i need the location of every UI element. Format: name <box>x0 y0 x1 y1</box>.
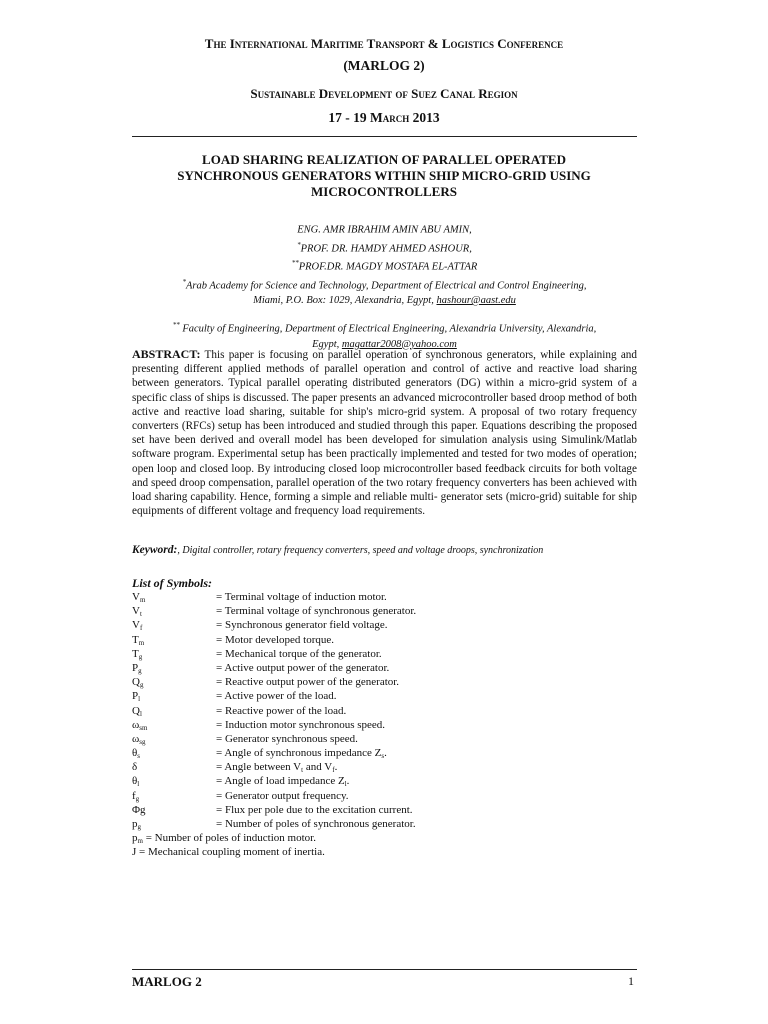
affiliation-text: Miami, P.O. Box: 1029, Alexandria, Egypt, <box>253 295 437 306</box>
symbol-row <box>132 605 637 619</box>
symbol-definition: = Angle of synchronous impedance $Z_s$. <box>216 747 387 761</box>
affiliation-line <box>132 293 637 308</box>
author-mark: ** <box>291 259 299 267</box>
symbol-definition: = Synchronous generator field voltage. <box>216 619 388 632</box>
symbol-row <box>132 747 637 761</box>
symbol-row <box>132 761 637 775</box>
symbol-definition: = Mechanical coupling moment of inertia. <box>136 846 325 859</box>
email-link[interactable]: magattar2008@yahoo.com <box>341 338 457 350</box>
symbol: $T_g$ <box>132 647 143 661</box>
symbol-definition: = Generator synchronous speed. <box>216 732 358 745</box>
author-line <box>132 256 637 275</box>
affiliation-text: Egypt, <box>312 338 342 350</box>
symbol-row <box>132 705 637 719</box>
paper-title <box>150 152 618 200</box>
author-mark: * <box>297 240 301 249</box>
author-name: ENG. AMR IBRAHIM AMIN ABU AMIN, <box>297 224 472 236</box>
symbol: $Q_l$ <box>132 704 142 718</box>
conference-name: The International Maritime Transport & Logistics Conference <box>204 36 564 51</box>
symbol: $p_g$ <box>132 818 141 831</box>
title-line: MICROCONTROLLERS <box>311 184 457 199</box>
title-line: SYNCHRONOUS GENERATORS WITHIN SHIP MICRO-GRID USING <box>177 168 591 183</box>
author-line <box>132 238 637 257</box>
author-name: PROF.DR. MAGDY MOSTAFA EL-ATTAR <box>298 261 478 273</box>
symbol-row <box>132 690 637 704</box>
symbol-row <box>132 634 637 648</box>
symbol: $V_m$ <box>132 591 146 604</box>
symbol-definition: = Flux per pole due to the excitation current. <box>216 803 413 816</box>
symbol-definition: = Active output power of the generator. <box>216 661 390 674</box>
symbol: $\theta_l$ <box>132 775 140 789</box>
symbol-row <box>132 648 637 662</box>
symbol: $V_f$ <box>132 619 143 633</box>
title-line: LOAD SHARING REALIZATION OF PARALLEL OPERATED <box>202 152 566 167</box>
author-block <box>132 219 637 352</box>
symbol: $Q_g$ <box>132 676 144 690</box>
symbol: δ <box>132 761 138 774</box>
symbol: $\omega_{sm}$ <box>132 718 148 732</box>
symbol-definition: = Mechanical torque of the generator. <box>216 647 382 660</box>
abstract-label: ABSTRACT: <box>132 347 201 361</box>
symbol-row <box>132 818 637 832</box>
keyword-list: , Digital controller, rotary frequency converters, speed and voltage droops, synchronization <box>177 545 544 556</box>
conference-theme: Sustainable Development of Suez Canal Region <box>250 86 518 101</box>
symbol-row <box>132 832 637 846</box>
abstract <box>132 347 637 518</box>
symbol-definition: = Terminal voltage of induction motor. <box>216 591 387 603</box>
affiliation-line <box>132 275 637 294</box>
author-name: PROF. DR. HAMDY AHMED ASHOUR, <box>300 243 472 254</box>
symbol: $\omega_{sg}$ <box>132 732 146 746</box>
conference-abbreviation: (MARLOG 2) <box>343 58 425 73</box>
symbol-row <box>132 591 637 605</box>
symbol-row <box>132 619 637 633</box>
conference-dates: 17 - 19 March 2013 <box>328 110 440 125</box>
email-link[interactable]: hashour@aast.edu <box>436 295 516 306</box>
symbols-heading: List of Symbols: <box>132 576 212 590</box>
symbol-definition: = Angle between $V_t$ and $V_f$. <box>216 761 338 775</box>
symbol-definition: = Generator output frequency. <box>216 789 349 802</box>
footer-divider <box>132 969 637 970</box>
affiliation-text: Faculty of Engineering, Department of Electrical Engineering, Alexandria University, Alexandria, <box>179 323 597 335</box>
author-line <box>132 219 637 238</box>
footer-label: MARLOG 2 <box>132 974 202 989</box>
symbol-definition: = Induction motor synchronous speed. <box>216 718 386 731</box>
symbol-row <box>132 719 637 733</box>
symbol-definition: = Number of poles of induction motor. <box>142 832 316 845</box>
symbol: $f_g$ <box>132 789 140 803</box>
symbol: $p_m$ <box>132 832 143 846</box>
symbols-list <box>132 576 637 861</box>
symbol: $V_t$ <box>132 605 142 619</box>
symbol: $P_g$ <box>132 661 142 675</box>
affiliation-mark: * <box>182 277 186 286</box>
symbol-row <box>132 804 637 818</box>
symbol: J <box>132 846 137 859</box>
symbol-definition: = Reactive power of the load. <box>216 704 347 717</box>
symbol: Φg <box>132 803 146 816</box>
symbol-definition: = Active power of the load. <box>216 690 337 703</box>
page-number: 1 <box>628 974 634 988</box>
symbol-row <box>132 662 637 676</box>
affiliation-mark: ** <box>172 321 180 329</box>
symbol-row <box>132 733 637 747</box>
keyword-label: Keyword: <box>132 544 178 556</box>
symbol-definition: = Terminal voltage of synchronous generator. <box>216 605 417 618</box>
affiliation-line <box>132 318 637 337</box>
symbol-definition: = Angle of load impedance $Z_l$. <box>216 775 350 789</box>
abstract-text: This paper is focusing on parallel operation of synchronous generators, while explaining and presenting different applied methods of parallel operation and control of active and reactive load sharing between generators. Typical parallel operating distributed generators (DG) within a micro-grid system of a specific class of ships is discussed. The paper presents an advanced microcontroller based droop method of both active and reactive load sharing, suitable for ship's micro-grid system. A proposal of two rotary frequency converters (RFCs) setup has been introduced and studied through this paper. Equations describing the proposed set have been derived and overall model has been developed for simulation analysis using Simulink/Matlab software program. Experimental setup has been practically implemented and tested for two modes of operation; open loop and closed loop. By introducing closed loop microcontroller based feedback circuits for both voltage and speed droop compensation, parallel operation of the two rotary frequency converters has been achieved with load sharing capability. Hence, forming a simple and reliable multi- generator sets (micro-grid) suitable for ship equipments of different voltage and frequency load requirements. <box>132 349 637 518</box>
symbol-row <box>132 790 637 804</box>
symbol-definition: = Number of poles of synchronous generator. <box>216 818 416 830</box>
symbol: $T_m$ <box>132 633 145 647</box>
symbol-definition: = Motor developed torque. <box>216 633 335 646</box>
keywords <box>132 544 637 556</box>
header-divider <box>132 136 637 137</box>
symbol-row <box>132 676 637 690</box>
symbol-row <box>132 775 637 789</box>
symbol-definition: = Reactive output power of the generator. <box>216 676 400 689</box>
symbol: $\theta_s$ <box>132 747 141 761</box>
symbol-row <box>132 846 637 860</box>
affiliation-text: Arab Academy for Science and Technology, Department of Electrical and Control Engineering, <box>185 280 587 291</box>
symbol: $P_l$ <box>132 690 141 704</box>
